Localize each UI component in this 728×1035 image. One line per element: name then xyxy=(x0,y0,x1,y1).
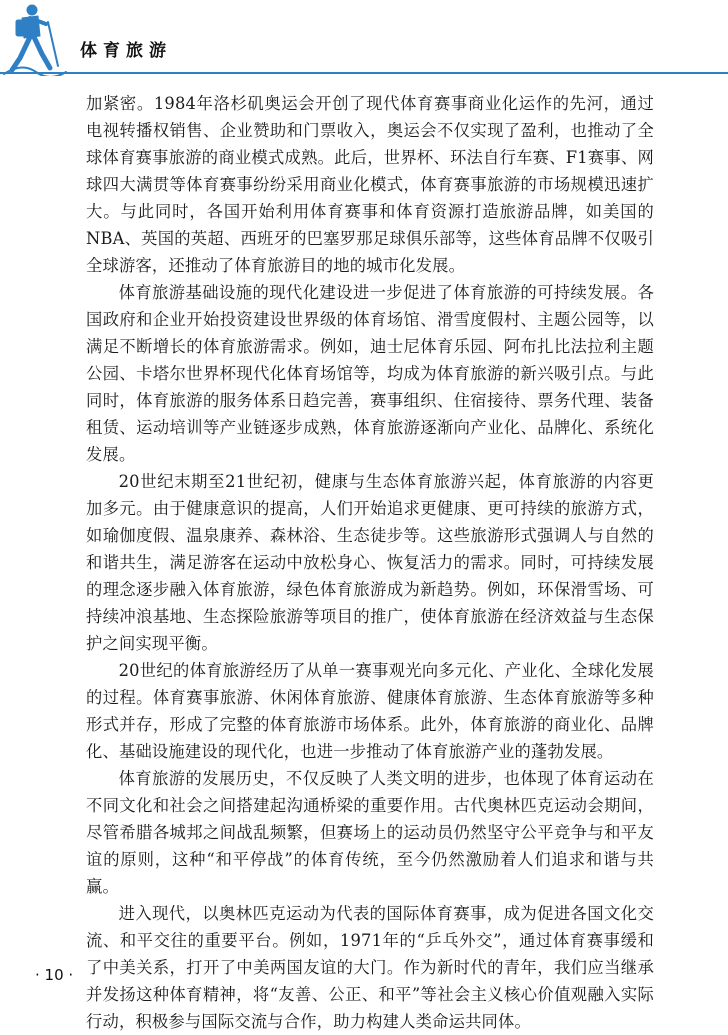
hiker-logo-icon xyxy=(2,2,68,76)
paragraph-5: 体育旅游的发展历史，不仅反映了人类文明的进步，也体现了体育运动在不同文化和社会之间搭建起沟通桥梁的重要作用。古代奥林匹克运动会期间，尽管希腊各城邦之间战乱频繁，但赛场上的运动员仍然坚守公平竞争与和平友谊的原则，这种“和平停战”的体育传统，至今仍然激励着人们追求和谐与共赢。 xyxy=(86,769,654,896)
paragraph-4: 20世纪的体育旅游经历了从单一赛事观光向多元化、产业化、全球化发展的过程。体育赛事旅游、休闲体育旅游、健康体育旅游、生态体育旅游等多种形式并存，形成了完整的体育旅游市场体系。此外，体育旅游的商业化、品牌化、基础设施建设的现代化，也进一步推动了体育旅游产业的蓬勃发展。 xyxy=(86,661,654,761)
header-divider xyxy=(0,72,728,74)
body-text xyxy=(86,90,654,1035)
paragraph-2: 体育旅游基础设施的现代化建设进一步促进了体育旅游的可持续发展。各国政府和企业开始投资建设世界级的体育场馆、滑雪度假村、主题公园等，以满足不断增长的体育旅游需求。例如，迪士尼体育乐园、阿布扎比法拉利主题公园、卡塔尔世界杯现代化体育场馆等，均成为体育旅游的新兴吸引点。与此同时，体育旅游的服务体系日趋完善，赛事组织、住宿接待、票务代理、装备租赁、运动培训等产业链逐步成熟，体育旅游逐渐向产业化、品牌化、系统化发展。 xyxy=(86,283,654,464)
page-number: · 10 · xyxy=(35,966,74,984)
header-title: 体育旅游 xyxy=(80,41,172,61)
paragraph-3: 20世纪末期至21世纪初，健康与生态体育旅游兴起，体育旅游的内容更加多元。由于健康意识的提高，人们开始追求更健康、更可持续的旅游方式，如瑜伽度假、温泉康养、森林浴、生态徒步等。这些旅游形式强调人与自然的和谐共生，满足游客在运动中放松身心、恢复活力的需求。同时，可持续发展的理念逐步融入体育旅游，绿色体育旅游成为新趋势。例如，环保滑雪场、可持续冲浪基地、生态探险旅游等项目的推广，使体育旅游在经济效益与生态保护之间实现平衡。 xyxy=(86,472,654,653)
paragraph-1: 加紧密。1984年洛杉矶奥运会开创了现代体育赛事商业化运作的先河，通过电视转播权销售、企业赞助和门票收入，奥运会不仅实现了盈利，也推动了全球体育赛事旅游的商业模式成熟。此后，世界杯、环法自行车赛、F1赛事、网球四大满贯等体育赛事纷纷采用商业化模式，体育赛事旅游的市场规模迅速扩大。与此同时，各国开始利用体育赛事和体育资源打造旅游品牌，如美国的NBA、英国的英超、西班牙的巴塞罗那足球俱乐部等，这些体育品牌不仅吸引全球游客，还推动了体育旅游目的地的城市化发展。 xyxy=(86,94,654,275)
paragraph-6: 进入现代，以奥林匹克运动为代表的国际体育赛事，成为促进各国文化交流、和平交往的重要平台。例如，1971年的“乒乓外交”，通过体育赛事缓和了中美关系，打开了中美两国友谊的大门。作为新时代的青年，我们应当继承并发扬这种体育精神，将“友善、公正、和平”等社会主义核心价值观融入实际行动，积极参与国际交流与合作，助力构建人类命运共同体。 xyxy=(86,904,654,1031)
